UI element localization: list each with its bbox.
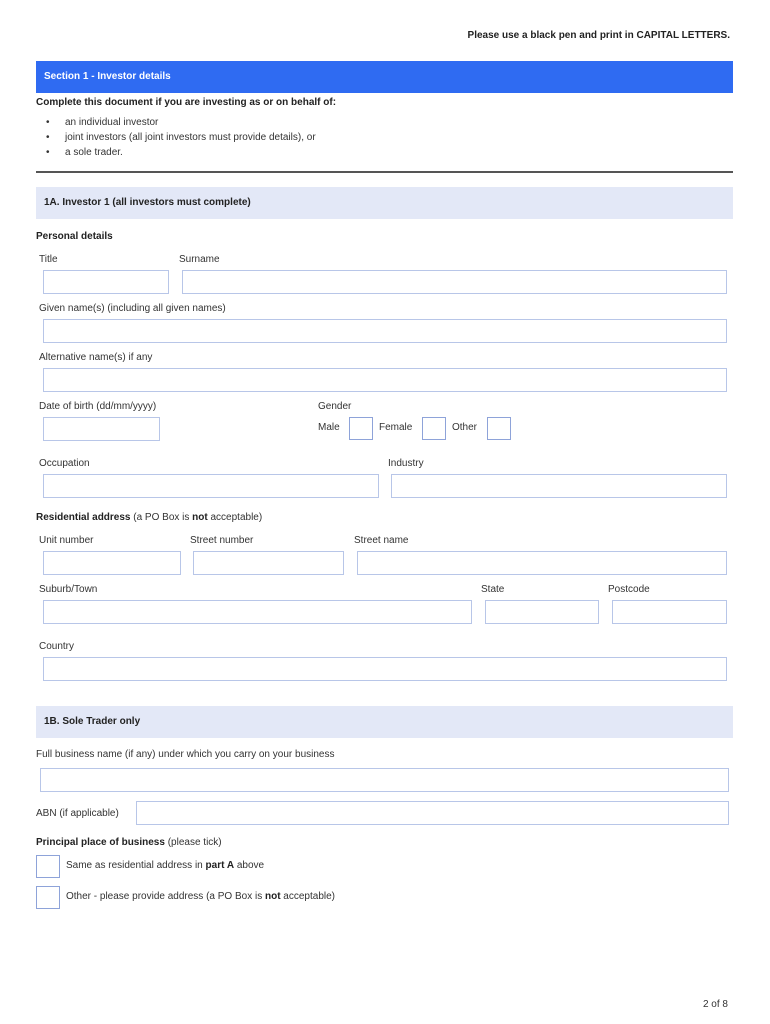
principal-place-note: (please tick) [164, 837, 222, 848]
gender-other-label: Other [452, 422, 478, 433]
section-1-header [36, 61, 733, 93]
alt-names-label: Alternative name(s) if any [39, 352, 153, 363]
residential-address-heading [36, 512, 262, 524]
same-address-checkbox[interactable] [36, 855, 60, 878]
personal-details-heading: Personal details [36, 231, 113, 242]
print-instruction: Please use a black pen and print in CAPITAL LETTERS. [467, 30, 730, 41]
same-address-label [66, 860, 264, 872]
suburb-label: Suburb/Town [39, 584, 98, 595]
list-item: • a sole trader. [36, 145, 636, 160]
section-divider [36, 171, 733, 173]
industry-field[interactable] [391, 474, 727, 498]
same-address-text: Same as residential address in [66, 860, 206, 871]
given-names-label: Given name(s) (including all given names) [39, 303, 226, 314]
other-address-text: Other - please provide address (a PO Box is [66, 891, 265, 902]
other-address-label [66, 891, 335, 903]
other-address-emphasis: not [264, 891, 281, 902]
title-label: Title [39, 254, 58, 265]
state-field[interactable] [485, 600, 599, 624]
business-name-field[interactable] [40, 768, 729, 792]
part-1a-title: 1A. Investor 1 (all investors must complete) [44, 197, 251, 208]
abn-field[interactable] [136, 801, 729, 825]
list-item: • joint investors (all joint investors must provide details), or [36, 130, 636, 145]
gender-label: Gender [318, 401, 352, 412]
page-number: 2 of 8 [702, 999, 728, 1010]
surname-label: Surname [179, 254, 220, 265]
postcode-field[interactable] [612, 600, 727, 624]
residential-note-end: acceptable) [207, 512, 263, 523]
same-address-text-end: above [234, 860, 265, 871]
street-name-label: Street name [354, 535, 409, 546]
residential-note: (a PO Box is [130, 512, 193, 523]
title-field[interactable] [43, 270, 169, 294]
occupation-label: Occupation [39, 458, 90, 469]
industry-label: Industry [388, 458, 424, 469]
gender-female-checkbox[interactable] [422, 417, 446, 440]
state-label: State [481, 584, 505, 595]
other-address-checkbox[interactable] [36, 886, 60, 909]
section-1-title: Section 1 - Investor details [44, 71, 171, 82]
alt-names-field[interactable] [43, 368, 727, 392]
given-names-field[interactable] [43, 319, 727, 343]
street-name-field[interactable] [357, 551, 727, 575]
suburb-field[interactable] [43, 600, 472, 624]
section-1-intro: Complete this document if you are investing as or on behalf of: [36, 97, 337, 108]
investor-type-list [36, 115, 636, 160]
surname-field[interactable] [182, 270, 727, 294]
business-name-label: Full business name (if any) under which you carry on your business [36, 749, 335, 760]
residential-address-label: Residential address [36, 512, 131, 523]
residential-note-emphasis: not [192, 512, 208, 523]
part-1b-title: 1B. Sole Trader only [44, 716, 141, 727]
other-address-text-end: acceptable) [280, 891, 336, 902]
country-field[interactable] [43, 657, 727, 681]
street-number-label: Street number [190, 535, 254, 546]
unit-number-label: Unit number [39, 535, 94, 546]
occupation-field[interactable] [43, 474, 379, 498]
principal-place-heading [36, 837, 222, 849]
part-1a-header [36, 187, 733, 219]
same-address-emphasis: part A [205, 860, 235, 871]
abn-label: ABN (if applicable) [36, 808, 119, 819]
list-item: • an individual investor [36, 115, 636, 130]
principal-place-label: Principal place of business [36, 837, 165, 848]
dob-label: Date of birth (dd/mm/yyyy) [39, 401, 157, 412]
gender-other-checkbox[interactable] [487, 417, 511, 440]
gender-male-label: Male [318, 422, 340, 433]
country-label: Country [39, 641, 75, 652]
street-number-field[interactable] [193, 551, 344, 575]
part-1b-header [36, 706, 733, 738]
gender-male-checkbox[interactable] [349, 417, 373, 440]
dob-field[interactable] [43, 417, 160, 441]
postcode-label: Postcode [608, 584, 650, 595]
unit-number-field[interactable] [43, 551, 181, 575]
gender-female-label: Female [379, 422, 413, 433]
